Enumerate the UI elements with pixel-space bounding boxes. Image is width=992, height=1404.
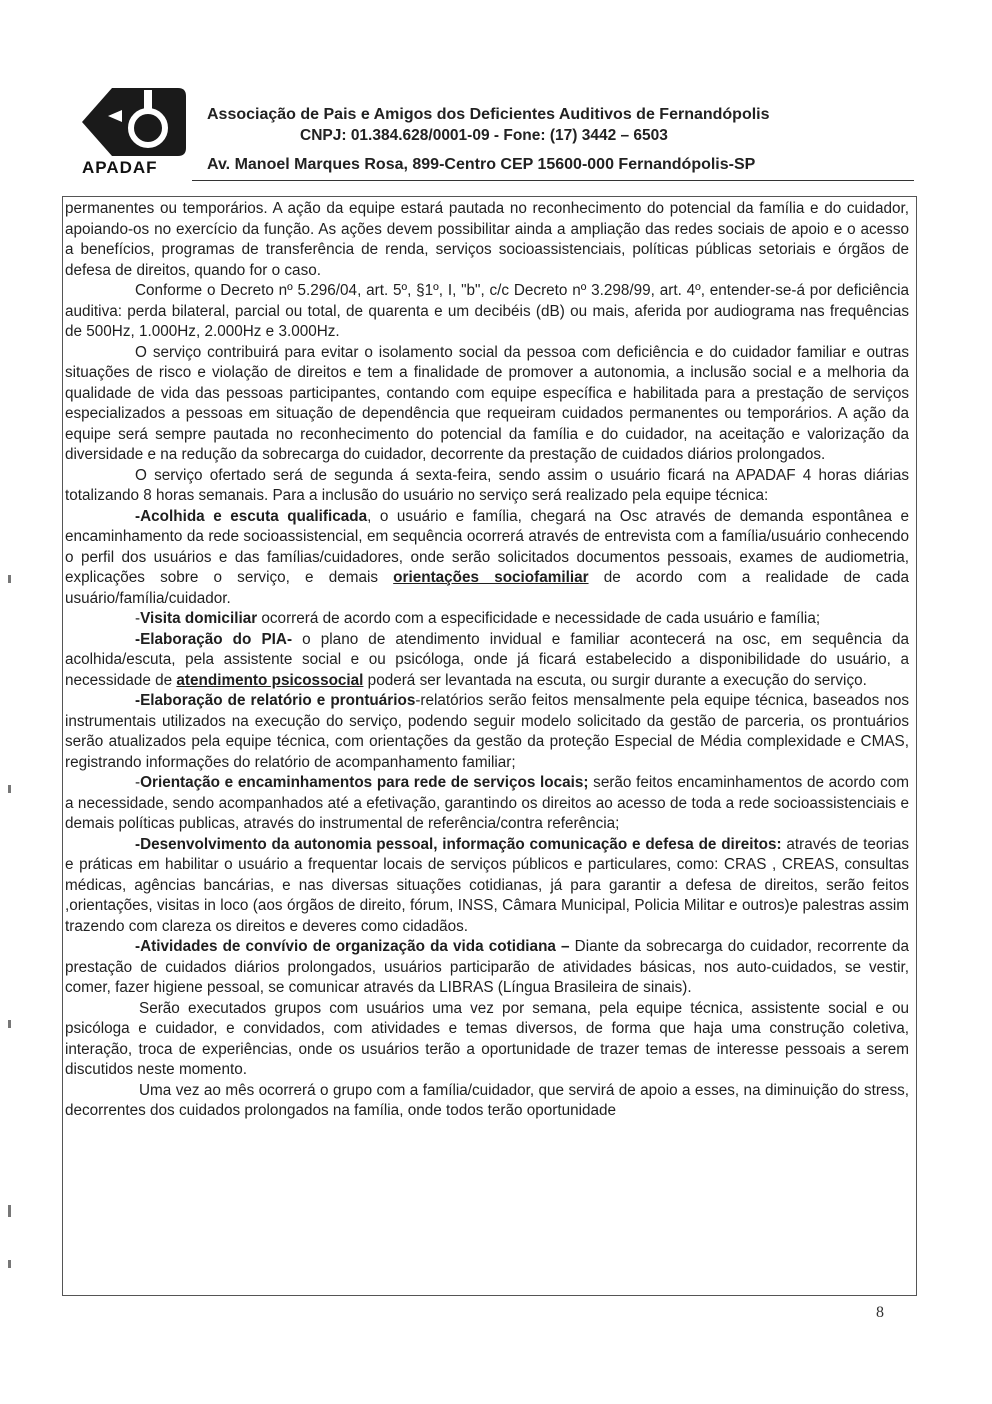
- paragraph-grupos: Serão executados grupos com usuários uma vez por semana, pela equipe técnica, assistente social e ou psicóloga e cuidador, e convidados, com atividades e temas diversos, de forma que haja uma construção coletiva, interação, troca de experiências, onde os usuários terão a oportunidade de trazer temas de interesse pessoais a serem discutidos neste momento.: [65, 999, 909, 1078]
- logo-emblem-icon: [78, 82, 188, 162]
- text-pia-1: o plano de atendimento invidual e familiar acontecerá na osc, em sequência da acolhida/escuta, pela assistente social e ou psicóloga, onde já ficará estabelecido a disponibilidade do usuário, a necessidade de: [65, 630, 909, 689]
- heading-pia: -Elaboração do PIA-: [135, 630, 293, 648]
- org-name: Associação de Pais e Amigos dos Deficientes Auditivos de Fernandópolis: [207, 106, 770, 123]
- scan-mark: [8, 1020, 11, 1028]
- paragraph-autonomia: [65, 835, 909, 938]
- scan-mark: [8, 785, 11, 793]
- scan-mark: [8, 575, 11, 583]
- paragraph-visita: [65, 609, 909, 630]
- text-acolhida-2: de acordo com a realidade de cada usuário/família/cuidador.: [65, 569, 909, 607]
- address-line: Av. Manoel Marques Rosa, 899-Centro CEP 15600-000 Fernandópolis-SP: [207, 156, 756, 173]
- page-number: 8: [876, 1304, 884, 1321]
- logo-text: APADAF: [82, 158, 158, 177]
- paragraph-4: O serviço ofertado será de segunda á sexta-feira, sendo assim o usuário ficará na APADAF 4 horas diárias totalizando 8 horas semanais. Para a inclusão do usuário no serviço será realizado pela equipe técnica:: [65, 466, 909, 504]
- paragraph-relatorio: [65, 691, 909, 773]
- document-body: [65, 199, 909, 1122]
- text-visita: ocorrerá de acordo com a especificidade e necessidade de cada usuário e família;: [257, 610, 821, 627]
- text-autonomia: através de teorias e práticas em habilitar o usuário a frequentar locais de serviços públicos e particulares, como: CRAS , CREAS, consultas médicas, agências bancárias, e nas diversas situações cotidianas, já para garantir a defesa de direitos, serão feitos ,orientações, visitas in loco (aos órgãos de direito, fórum, INSS, Câmara Municipal, Policia Militar e outros)e palestras assim trazendo com clareza os direitos e deveres como cidadãos.: [65, 835, 909, 935]
- underlined-orientacoes: orientações sociofamiliar: [393, 569, 589, 586]
- scan-mark: [8, 1205, 11, 1217]
- paragraph-orientacao: [65, 773, 909, 835]
- underlined-atendimento: atendimento psicossocial: [176, 671, 364, 689]
- dash-orientacao: -: [135, 774, 141, 791]
- paragraph-familia: Uma vez ao mês ocorrerá o grupo com a família/cuidador, que servirá de apoio a esses, na diminuição do stress, decorrentes dos cuidados prolongados na família, onde todos terão oportunidade: [65, 1081, 909, 1119]
- paragraph-1: permanentes ou temporários. A ação da equipe estará pautada no reconhecimento do potencial da família e do cuidador, apoiando-os no exercício da função. As ações devem possibilitar ainda a ampliação das redes sociais de apoio e o acesso a benefícios, programas de transferência de renda, serviços socioassistenciais, políticas públicas setoriais e órgãos de defesa de direitos, quando for o caso.: [65, 200, 909, 279]
- text-relatorio: -relatórios serão feitos mensalmente pela equipe técnica, baseados nos instrumentais utilizados na execução do serviço, podendo seguir modelo solicitado da gestão de parceria, os prontuários serão atualizados pela equipe técnica, com orientações da gestão da proteção Especial de Média complexidade e CMAS, registrando informações do relatório de acompanhamento familiar;: [65, 692, 909, 771]
- heading-acolhida: -Acolhida e escuta qualificada: [135, 507, 368, 525]
- paragraph-convivio: [65, 937, 909, 999]
- apadaf-logo: [78, 82, 188, 180]
- heading-convivio: -Atividades de convívio de organização da vida cotidiana –: [135, 938, 570, 955]
- paragraph-pia: [65, 630, 909, 692]
- text-acolhida-1: , o usuário e família, chegará na Osc através de demanda espontânea e encaminhamento da rede socioassistencial, em sequência ocorrerá através de entrevista com a família/usuário conhecendo o perfil dos usuários e das famílias/cuidadores, onde serão solicitados documentos pessoais, exames de audiometria, explicações sobre o serviço, e demais: [65, 507, 909, 586]
- header-divider: [192, 180, 914, 181]
- cnpj-line: CNPJ: 01.384.628/0001-09 - Fone: (17) 3442 – 6503: [300, 127, 668, 144]
- text-pia-2: poderá ser levantada na escuta, ou surgir durante a execução do serviço.: [363, 671, 867, 689]
- paragraph-3: O serviço contribuirá para evitar o isolamento social da pessoa com deficiência e do cuidador familiar e outras situações de risco e violação de direitos e tem a finalidade de promover a autonomia, a inclusão social e a melhoria da qualidade de vida das pessoas participantes, contando com equipe específica e habilitada para a prestação de serviços especializados a pessoas em situação de dependência que requeiram cuidados permanentes ou temporários. A ação da equipe será sempre pautada no reconhecimento do potencial da família e do cuidador, na aceitação e valorização da diversidade e na redução da sobrecarga do cuidador, decorrente da prestação de cuidados diários prolongados.: [65, 343, 909, 463]
- heading-autonomia: -Desenvolvimento da autonomia pessoal, informação comunicação e defesa de direitos:: [135, 835, 782, 853]
- text-convivio: Diante da sobrecarga do cuidador, recorrente da prestação de cuidados diários prolongados, usuários participarão de atividades básicas, nos auto-cuidados, se vestir, comer, fazer higiene pessoal, se comunicar através da LIBRAS (Língua Brasileira de sinais).: [65, 938, 910, 996]
- heading-relatorio: -Elaboração de relatório e prontuários: [135, 692, 416, 709]
- paragraph-2: Conforme o Decreto nº 5.296/04, art. 5º, §1º, I, "b", c/c Decreto nº 3.298/99, art. 4º, entender-se-á por deficiência auditiva: perda bilateral, parcial ou total, de quarenta e um decibéis (dB) ou mais, aferida por audiograma nas frequências de 500Hz, 1.000Hz, 2.000Hz e 3.000Hz.: [65, 282, 909, 340]
- heading-orientacao: Orientação e encaminhamentos para rede de serviços locais;: [140, 774, 589, 791]
- heading-visita: Visita domiciliar: [140, 610, 258, 627]
- paragraph-acolhida: [65, 507, 909, 610]
- dash-visita: -: [135, 610, 141, 627]
- scan-mark: [8, 1260, 11, 1268]
- text-orientacao: serão feitos encaminhamentos de acordo com a necessidade, sendo acompanhados até a efetivação, garantindo os direitos ao acesso de toda a rede socioassistenciais e demais políticas publicas, através do instrumental de referência/contra referência;: [65, 774, 910, 832]
